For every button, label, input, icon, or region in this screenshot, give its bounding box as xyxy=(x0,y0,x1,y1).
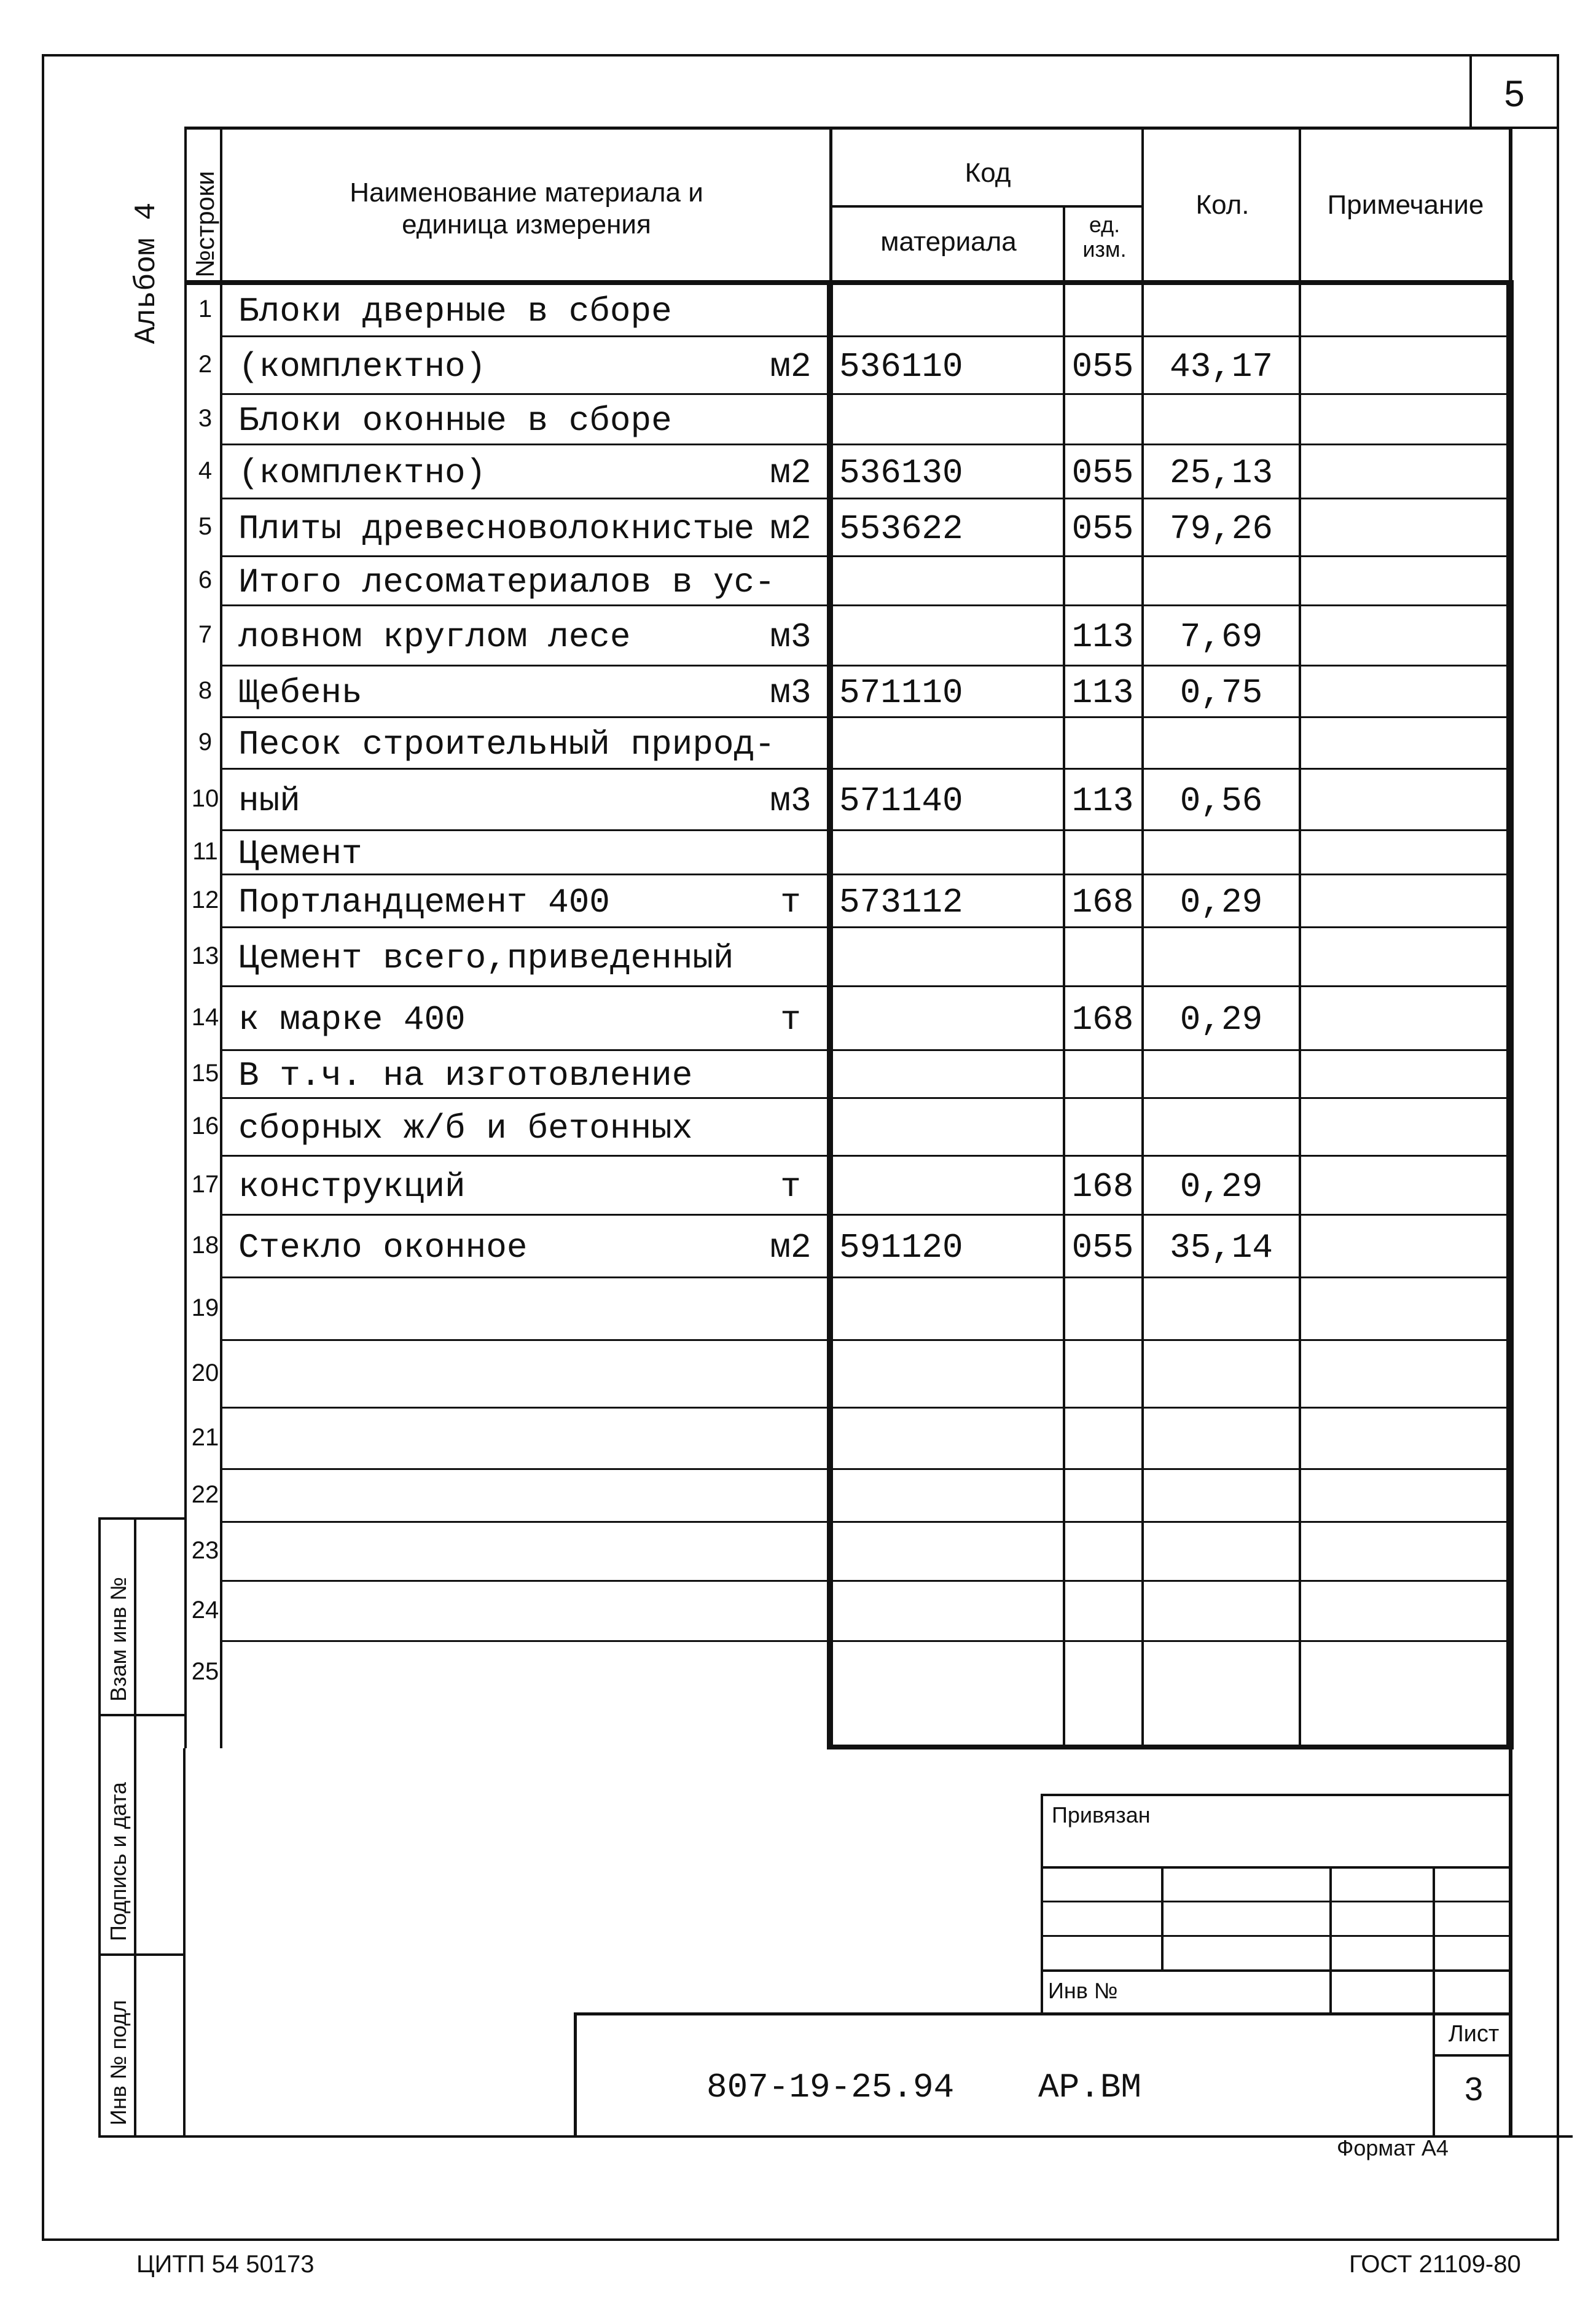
row-name: Стекло оконное xyxy=(238,1228,528,1267)
row-name: (комплектно) xyxy=(238,347,487,386)
row-number: 17 xyxy=(191,1171,219,1198)
row-separator xyxy=(220,716,1510,718)
row-qty: 0,75 xyxy=(1179,673,1263,713)
row-number: 9 xyxy=(198,729,213,756)
row-separator xyxy=(220,1097,1510,1099)
tb-privyazan-left xyxy=(1041,1794,1043,2015)
row-qty: 0,29 xyxy=(1179,1167,1263,1206)
row-code: 536110 xyxy=(839,347,963,386)
row-name: Цемент xyxy=(238,834,362,874)
header-row-number: №строки xyxy=(190,171,219,278)
row-separator xyxy=(220,393,1510,395)
tb-v2 xyxy=(1329,1866,1332,2015)
row-number: 2 xyxy=(198,351,213,378)
tb-left-vert xyxy=(183,1748,186,2138)
row-separator xyxy=(220,444,1510,445)
row-unit-code: 168 xyxy=(1071,1167,1134,1206)
row-unit: м2 xyxy=(770,453,812,493)
row-unit: м2 xyxy=(770,1228,812,1267)
row-number: 22 xyxy=(191,1481,219,1508)
row-number: 16 xyxy=(191,1112,219,1140)
row-number: 13 xyxy=(191,942,219,969)
row-number: 25 xyxy=(191,1658,219,1685)
row-code: 536130 xyxy=(839,453,963,493)
tb-h4 xyxy=(1041,1969,1512,1972)
row-name: сборных ж/б и бетонных xyxy=(238,1109,693,1148)
row-code: 553622 xyxy=(839,509,963,549)
header-code: Код xyxy=(964,158,1011,188)
footer-right: ГОСТ 21109-80 xyxy=(1349,2251,1521,2278)
row-unit-code: 113 xyxy=(1071,673,1134,713)
row-name: Блоки оконные в сборе xyxy=(238,401,672,440)
row-separator xyxy=(220,829,1510,831)
row-unit-code: 055 xyxy=(1071,347,1134,386)
tb-doc-code: 807-19-25.94 xyxy=(706,2068,955,2107)
header-code-material: материала xyxy=(880,227,1017,257)
header-note: Примечание xyxy=(1327,190,1484,220)
row-number: 12 xyxy=(191,886,219,913)
stamp-podpis: Подпись и дата xyxy=(106,1782,131,1941)
tb-h1 xyxy=(1041,1866,1512,1869)
stamp-top xyxy=(98,1517,184,1520)
row-qty: 0,29 xyxy=(1179,883,1263,922)
row-unit-code: 113 xyxy=(1071,617,1134,657)
col-qty-line xyxy=(1141,127,1144,1748)
row-qty: 35,14 xyxy=(1169,1228,1273,1267)
row-unit-code: 168 xyxy=(1071,883,1134,922)
row-number: 4 xyxy=(198,457,213,484)
col-unitcode-line xyxy=(1063,206,1065,1748)
col-left-line xyxy=(184,127,187,1748)
row-separator xyxy=(220,1468,1510,1470)
row-unit: м3 xyxy=(770,617,812,657)
row-number: 1 xyxy=(198,295,213,322)
row-separator xyxy=(220,604,1510,606)
album-label: Альбом 4 xyxy=(130,202,163,344)
row-separator xyxy=(220,1407,1510,1409)
row-qty: 0,29 xyxy=(1179,1000,1263,1039)
tb-privyazan: Привязан xyxy=(1052,1802,1151,1828)
row-unit: т xyxy=(780,1167,801,1206)
row-separator xyxy=(220,335,1510,337)
row-separator xyxy=(220,926,1510,928)
row-name: ный xyxy=(238,781,300,821)
col-note-line xyxy=(1299,127,1301,1748)
header-code-unit: ед. изм. xyxy=(1082,212,1127,262)
row-separator xyxy=(220,1580,1510,1582)
row-code: 591120 xyxy=(839,1228,963,1267)
tb-list-div xyxy=(1433,2054,1512,2057)
row-qty: 43,17 xyxy=(1169,347,1273,386)
row-number: 3 xyxy=(198,405,213,432)
stamp-col-left xyxy=(98,1517,101,2138)
row-unit: м3 xyxy=(770,781,812,821)
tb-h2 xyxy=(1041,1901,1512,1902)
row-code: 571140 xyxy=(839,781,963,821)
row-separator xyxy=(220,498,1510,499)
row-number: 7 xyxy=(198,621,213,648)
row-number: 11 xyxy=(192,838,218,865)
row-separator xyxy=(220,1155,1510,1157)
row-separator xyxy=(220,985,1510,987)
row-number: 5 xyxy=(198,513,213,540)
row-name: Блоки дверные в сборе xyxy=(238,292,672,331)
row-separator xyxy=(220,1339,1510,1341)
row-number: 24 xyxy=(191,1597,219,1624)
row-unit-code: 168 xyxy=(1071,1000,1134,1039)
row-unit-code: 113 xyxy=(1071,781,1134,821)
tb-list-value: 3 xyxy=(1464,2071,1484,2108)
sheet-corner-number: 5 xyxy=(1504,73,1525,114)
row-unit-code: 055 xyxy=(1071,509,1134,549)
row-number: 23 xyxy=(191,1537,219,1564)
stamp-col-mid xyxy=(134,1517,136,2138)
row-name: ловном круглом лесе xyxy=(238,617,631,657)
stamp-div1 xyxy=(98,1714,184,1716)
row-unit-code: 055 xyxy=(1071,453,1134,493)
row-name: Цемент всего,приведенный xyxy=(238,939,734,978)
row-number: 19 xyxy=(191,1294,219,1321)
row-separator xyxy=(220,1049,1510,1051)
tb-h3 xyxy=(1041,1935,1512,1937)
row-qty: 0,56 xyxy=(1179,781,1263,821)
tb-inv-no: Инв № xyxy=(1048,1978,1118,2003)
row-unit: м2 xyxy=(770,509,812,549)
tb-v3 xyxy=(1433,1866,1435,2136)
row-code: 571110 xyxy=(839,673,963,713)
row-name: (комплектно) xyxy=(238,453,487,493)
row-name: конструкций xyxy=(238,1167,466,1206)
row-separator xyxy=(220,1214,1510,1216)
row-separator xyxy=(220,1521,1510,1523)
row-qty: 25,13 xyxy=(1169,453,1273,493)
row-separator xyxy=(220,874,1510,875)
row-number: 18 xyxy=(191,1232,219,1259)
tb-privyazan-top xyxy=(1041,1794,1512,1796)
row-name: Итого лесоматериалов в ус- xyxy=(238,563,775,602)
row-unit: м2 xyxy=(770,347,812,386)
row-separator xyxy=(220,555,1510,557)
row-number: 10 xyxy=(191,785,219,812)
row-unit: т xyxy=(780,883,801,922)
format-label: Формат А4 xyxy=(1337,2135,1449,2160)
footer-left: ЦИТП 54 50173 xyxy=(136,2251,315,2278)
row-number: 8 xyxy=(198,677,213,704)
row-separator xyxy=(220,665,1510,666)
row-number: 20 xyxy=(191,1359,219,1386)
stamp-inv-podl: Инв № подл xyxy=(106,2000,131,2125)
row-number: 21 xyxy=(191,1424,219,1451)
row-code: 573112 xyxy=(839,883,963,922)
stamp-div2 xyxy=(98,1953,184,1956)
row-qty: 79,26 xyxy=(1169,509,1273,549)
thick-left xyxy=(827,280,833,1749)
row-qty: 7,69 xyxy=(1179,617,1263,657)
row-number: 15 xyxy=(191,1060,219,1087)
header-top-line xyxy=(184,127,1512,130)
row-separator xyxy=(220,1276,1510,1278)
tb-list-label: Лист xyxy=(1448,2021,1500,2047)
row-name: Плиты древесноволокнистые xyxy=(238,509,755,549)
table-bottom-line xyxy=(829,1745,1512,1749)
row-name: Щебень xyxy=(238,673,362,713)
row-number: 14 xyxy=(191,1004,219,1031)
header-bottom-line xyxy=(184,280,1512,285)
row-unit: м3 xyxy=(770,673,812,713)
row-separator xyxy=(220,1640,1510,1642)
row-name: к марке 400 xyxy=(238,1000,466,1039)
row-name: Песок строительный природ- xyxy=(238,725,775,764)
tb-doc-mark: АР.ВМ xyxy=(1038,2068,1142,2107)
code-sub-line xyxy=(829,205,1143,208)
tb-v1 xyxy=(1161,1866,1164,1971)
row-name: В т.ч. на изготовление xyxy=(238,1056,693,1095)
header-name: Наименование материала и единица измерения xyxy=(350,178,703,240)
stamp-vzam: Взам инв № xyxy=(106,1576,131,1702)
tb-main-top xyxy=(574,2012,1512,2015)
row-name: Портландцемент 400 xyxy=(238,883,610,922)
header-qty: Кол. xyxy=(1195,190,1250,220)
row-unit: т xyxy=(780,1000,801,1039)
tb-main-left xyxy=(574,2012,577,2138)
row-number: 6 xyxy=(198,566,213,593)
row-unit-code: 055 xyxy=(1071,1228,1134,1267)
row-separator xyxy=(220,768,1510,770)
thick-right xyxy=(1506,280,1514,1749)
